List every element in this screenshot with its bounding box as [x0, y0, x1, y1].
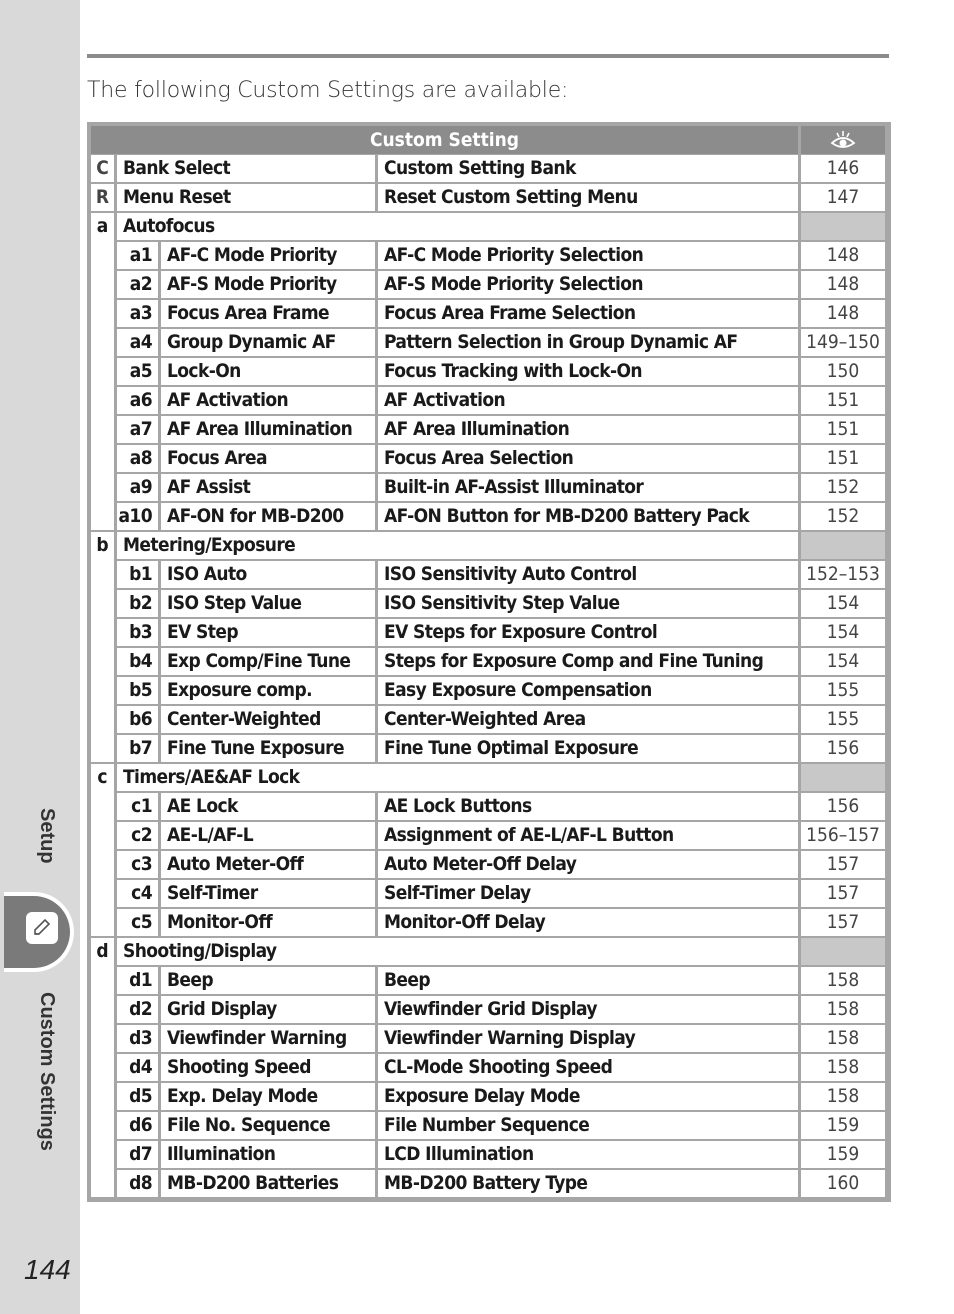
setting-code: a9	[117, 474, 158, 501]
setting-code: b6	[117, 706, 158, 733]
setting-description: Fine Tune Optimal Exposure	[378, 735, 798, 762]
setting-name: Exposure comp.	[161, 677, 375, 704]
page-reference: 158	[801, 1083, 885, 1110]
setting-description: Easy Exposure Compensation	[378, 677, 798, 704]
setting-code: a10	[117, 503, 158, 530]
setting-code: d7	[117, 1141, 158, 1168]
table-row	[87, 184, 891, 211]
table-row	[87, 1170, 891, 1197]
table-row	[87, 445, 891, 472]
page-reference: 148	[801, 300, 885, 327]
page-reference: 158	[801, 996, 885, 1023]
setting-code: d2	[117, 996, 158, 1023]
setting-description: Exposure Delay Mode	[378, 1083, 798, 1110]
setting-name: Monitor-Off	[161, 909, 375, 936]
group-letter: a	[91, 213, 114, 530]
setting-code: a8	[117, 445, 158, 472]
setting-name: Menu Reset	[117, 184, 375, 211]
setting-description: AF Area Illumination	[378, 416, 798, 443]
table-row	[87, 590, 891, 617]
setting-description: MB-D200 Battery Type	[378, 1170, 798, 1197]
setting-description: Assignment of AE-L/AF-L Button	[378, 822, 798, 849]
setting-code: b7	[117, 735, 158, 762]
page-reference: 154	[801, 590, 885, 617]
table-row	[87, 561, 891, 588]
setting-name: AF Assist	[161, 474, 375, 501]
page-reference: 156	[801, 793, 885, 820]
setting-code: a7	[117, 416, 158, 443]
page-reference: 150	[801, 358, 885, 385]
setting-description: Auto Meter-Off Delay	[378, 851, 798, 878]
setting-name: Auto Meter-Off	[161, 851, 375, 878]
setting-code: c3	[117, 851, 158, 878]
setting-name: AF Area Illumination	[161, 416, 375, 443]
table-row	[87, 851, 891, 878]
setting-code: d8	[117, 1170, 158, 1197]
setting-description: Self-Timer Delay	[378, 880, 798, 907]
setting-name: AF-ON for MB-D200	[161, 503, 375, 530]
table-row	[87, 242, 891, 269]
setting-description: Custom Setting Bank	[378, 155, 798, 182]
setting-code: d4	[117, 1054, 158, 1081]
setting-description: AF-ON Button for MB-D200 Battery Pack	[378, 503, 798, 530]
table-row	[87, 416, 891, 443]
setting-description: Monitor-Off Delay	[378, 909, 798, 936]
table-row	[87, 1025, 891, 1052]
setting-name: Viewfinder Warning	[161, 1025, 375, 1052]
setting-code: c5	[117, 909, 158, 936]
setting-name: File No. Sequence	[161, 1112, 375, 1139]
table-row	[87, 706, 891, 733]
group-page-blank	[801, 764, 885, 791]
page-reference: 152	[801, 474, 885, 501]
setting-code: d5	[117, 1083, 158, 1110]
page-reference: 159	[801, 1141, 885, 1168]
group-title: Metering/Exposure	[117, 532, 798, 559]
table-row	[87, 155, 891, 182]
group-title: Timers/AE&AF Lock	[117, 764, 798, 791]
setting-name: AF Activation	[161, 387, 375, 414]
table-row	[87, 648, 891, 675]
page-reference: 148	[801, 242, 885, 269]
setting-code: b2	[117, 590, 158, 617]
sidebar-label-custom-settings: Custom Settings	[36, 992, 58, 1151]
page-reference: 152	[801, 503, 885, 530]
setting-name: Group Dynamic AF	[161, 329, 375, 356]
table-row	[87, 909, 891, 936]
setting-code: a3	[117, 300, 158, 327]
setting-description: ISO Sensitivity Auto Control	[378, 561, 798, 588]
page-reference: 158	[801, 1025, 885, 1052]
table-header-title: Custom Setting	[91, 126, 798, 154]
setting-name: Exp Comp/Fine Tune	[161, 648, 375, 675]
setting-name: AE Lock	[161, 793, 375, 820]
page-reference: 156–157	[801, 822, 885, 849]
page-reference: 149–150	[801, 329, 885, 356]
page-reference: 151	[801, 416, 885, 443]
table-row	[87, 387, 891, 414]
setting-description: AF Activation	[378, 387, 798, 414]
setting-code: a6	[117, 387, 158, 414]
setting-description: Steps for Exposure Comp and Fine Tuning	[378, 648, 798, 675]
setting-code: d3	[117, 1025, 158, 1052]
page-reference: 155	[801, 706, 885, 733]
setting-description: Focus Area Selection	[378, 445, 798, 472]
table-row	[87, 619, 891, 646]
setting-description: Focus Tracking with Lock-On	[378, 358, 798, 385]
page-reference: 154	[801, 619, 885, 646]
table-row	[87, 880, 891, 907]
table-row	[87, 677, 891, 704]
setting-name: Grid Display	[161, 996, 375, 1023]
page-reference: 157	[801, 851, 885, 878]
table-row	[87, 967, 891, 994]
page-reference: 151	[801, 387, 885, 414]
setting-description: LCD Illumination	[378, 1141, 798, 1168]
group-page-blank	[801, 532, 885, 559]
table-row	[87, 329, 891, 356]
group-title: Autofocus	[117, 213, 798, 240]
setting-name: EV Step	[161, 619, 375, 646]
setting-name: Beep	[161, 967, 375, 994]
setting-name: AF-C Mode Priority	[161, 242, 375, 269]
table-row	[87, 300, 891, 327]
setting-code: b1	[117, 561, 158, 588]
setting-code: a5	[117, 358, 158, 385]
page-reference: 157	[801, 880, 885, 907]
table-row	[87, 1112, 891, 1139]
setting-code: c2	[117, 822, 158, 849]
page-reference: 158	[801, 967, 885, 994]
page-reference: 147	[801, 184, 885, 211]
row-letter: C	[91, 155, 114, 182]
group-letter: c	[91, 764, 114, 936]
page-number: 144	[24, 1254, 71, 1285]
setting-name: ISO Step Value	[161, 590, 375, 617]
setting-name: Shooting Speed	[161, 1054, 375, 1081]
page-reference: 152–153	[801, 561, 885, 588]
page-reference: 159	[801, 1112, 885, 1139]
setting-name: Illumination	[161, 1141, 375, 1168]
table-row	[87, 358, 891, 385]
setting-name: AE-L/AF-L	[161, 822, 375, 849]
page-reference: 154	[801, 648, 885, 675]
group-header-row	[87, 532, 891, 559]
group-page-blank	[801, 213, 885, 240]
row-letter: R	[91, 184, 114, 211]
setting-description: Beep	[378, 967, 798, 994]
intro-text: The following Custom Settings are available:	[87, 78, 569, 103]
setting-code: a2	[117, 271, 158, 298]
table-row	[87, 1141, 891, 1168]
setting-code: a1	[117, 242, 158, 269]
setting-description: File Number Sequence	[378, 1112, 798, 1139]
setting-description: Reset Custom Setting Menu	[378, 184, 798, 211]
setting-name: MB-D200 Batteries	[161, 1170, 375, 1197]
setting-name: Self-Timer	[161, 880, 375, 907]
page-reference: 148	[801, 271, 885, 298]
custom-settings-table	[87, 122, 891, 1202]
setting-code: d6	[117, 1112, 158, 1139]
table-row	[87, 735, 891, 762]
page-reference: 151	[801, 445, 885, 472]
group-page-blank	[801, 938, 885, 965]
setting-description: Focus Area Frame Selection	[378, 300, 798, 327]
setting-name: Exp. Delay Mode	[161, 1083, 375, 1110]
setting-name: AF-S Mode Priority	[161, 271, 375, 298]
setting-code: c4	[117, 880, 158, 907]
setting-description: CL-Mode Shooting Speed	[378, 1054, 798, 1081]
setting-name: Center-Weighted	[161, 706, 375, 733]
setting-code: b5	[117, 677, 158, 704]
table-row	[87, 474, 891, 501]
setting-description: EV Steps for Exposure Control	[378, 619, 798, 646]
page-reference: 160	[801, 1170, 885, 1197]
top-rule	[87, 54, 889, 58]
setting-description: Viewfinder Warning Display	[378, 1025, 798, 1052]
table-row	[87, 793, 891, 820]
page-reference: 155	[801, 677, 885, 704]
group-header-row	[87, 938, 891, 965]
setting-description: Viewfinder Grid Display	[378, 996, 798, 1023]
setting-code: c1	[117, 793, 158, 820]
setting-code: b4	[117, 648, 158, 675]
setting-name: Focus Area Frame	[161, 300, 375, 327]
page-reference: 157	[801, 909, 885, 936]
setting-code: d1	[117, 967, 158, 994]
setting-name: Lock-On	[161, 358, 375, 385]
table-row	[87, 271, 891, 298]
group-header-row	[87, 213, 891, 240]
table-row	[87, 503, 891, 530]
group-letter: d	[91, 938, 114, 1197]
setting-code: b3	[117, 619, 158, 646]
setting-description: AE Lock Buttons	[378, 793, 798, 820]
setting-code: a4	[117, 329, 158, 356]
page-reference: 146	[801, 155, 885, 182]
page-reference: 158	[801, 1054, 885, 1081]
setting-name: ISO Auto	[161, 561, 375, 588]
pencil-icon	[26, 912, 58, 944]
setting-description: Center-Weighted Area	[378, 706, 798, 733]
table-row	[87, 1054, 891, 1081]
setting-description: AF-C Mode Priority Selection	[378, 242, 798, 269]
table-row	[87, 1083, 891, 1110]
setting-description: ISO Sensitivity Step Value	[378, 590, 798, 617]
group-letter: b	[91, 532, 114, 762]
sidebar-label-setup: Setup	[36, 808, 58, 864]
setting-name: Bank Select	[117, 155, 375, 182]
setting-name: Fine Tune Exposure	[161, 735, 375, 762]
page-reference: 156	[801, 735, 885, 762]
table-row	[87, 822, 891, 849]
page-reference-icon	[801, 126, 885, 154]
setting-description: Pattern Selection in Group Dynamic AF	[378, 329, 798, 356]
group-header-row	[87, 764, 891, 791]
setting-description: AF-S Mode Priority Selection	[378, 271, 798, 298]
group-title: Shooting/Display	[117, 938, 798, 965]
table-row	[87, 996, 891, 1023]
setting-name: Focus Area	[161, 445, 375, 472]
setting-description: Built-in AF-Assist Illuminator	[378, 474, 798, 501]
